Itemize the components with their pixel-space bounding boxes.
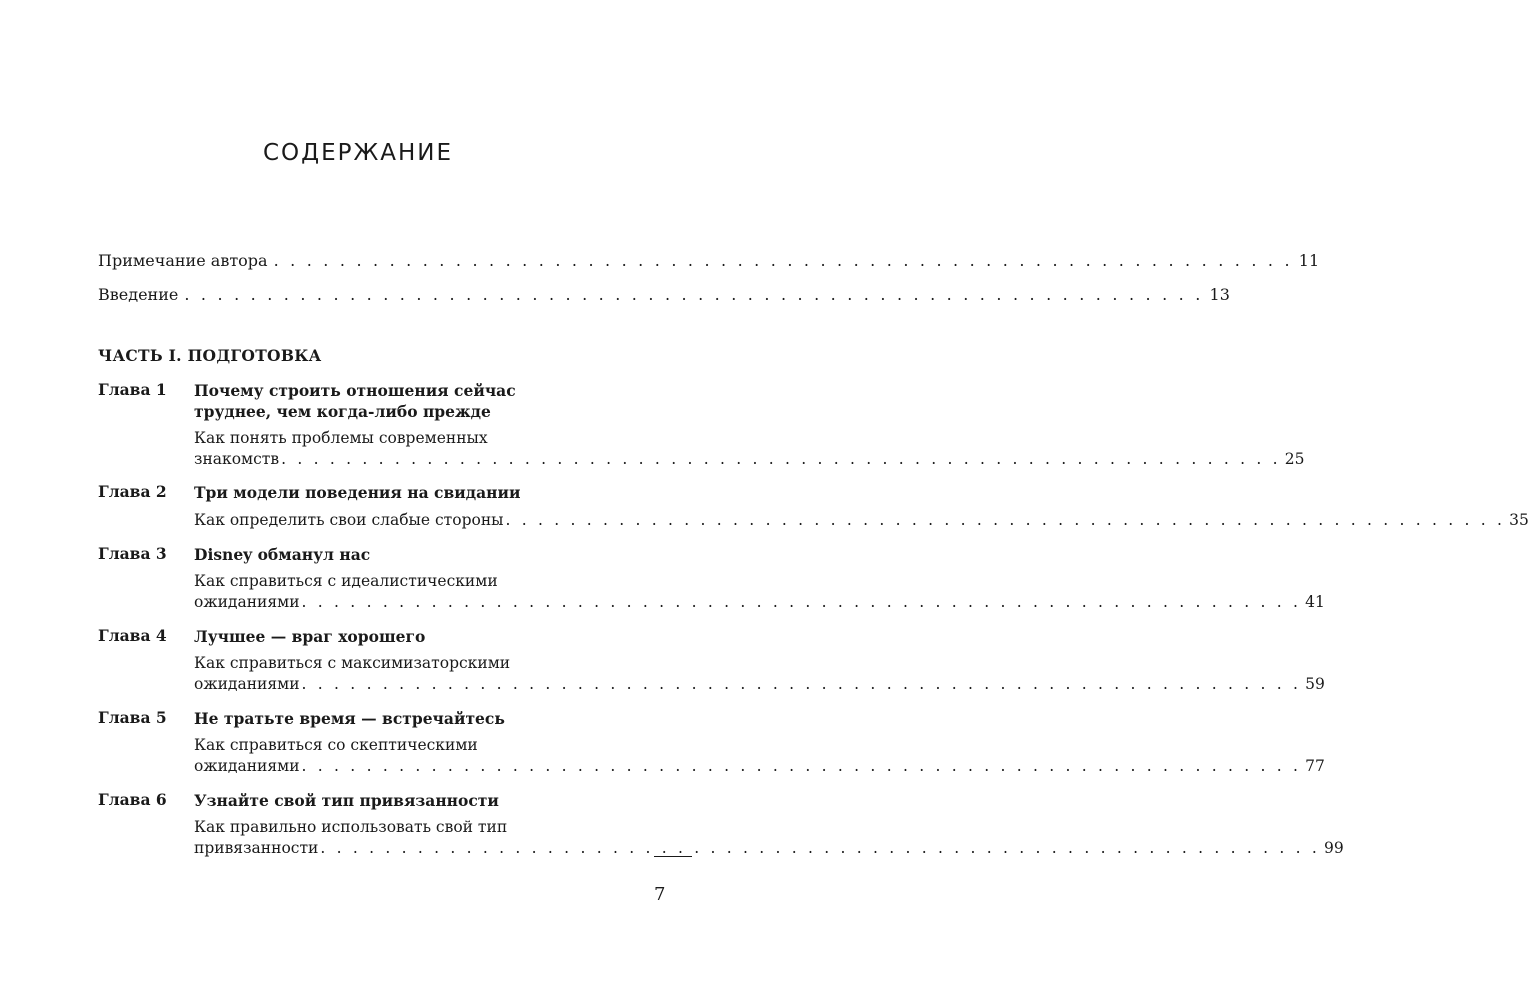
- leader-dots: . . . . . . . . . . . . . . . . . . . . . . . . . . . . . . . . . . . . . . . . . . . . . . . . . . . . . . . . . . . . . .: [301, 675, 1302, 693]
- chapter-page: 59: [1305, 675, 1325, 693]
- toc-entry-introduction: [98, 285, 1230, 304]
- leader-dots: . . . . . . . . . . . . . . . . . . . . . . . . . . . . . . . . . . . . . . . . . . . . . . . . . . . . . . . . . . . . . .: [301, 593, 1302, 611]
- chapter-label: Глава 1: [98, 380, 167, 399]
- chapter-title-line: Узнайте свой тип привязанности: [194, 791, 499, 810]
- page-number: 7: [654, 884, 666, 905]
- toc-entry-author-note: [98, 251, 1320, 270]
- chapter-subtitle: [194, 817, 1344, 859]
- subtitle-line: Как справиться с идеалистическими: [194, 572, 498, 590]
- leader-dots: . . . . . . . . . . . . . . . . . . . . . . . . . . . . . . . . . . . . . . . . . . . . . . . . . . . . . . . . . . . . . .: [273, 251, 1293, 270]
- chapter-label: Глава 6: [98, 790, 167, 809]
- part-heading: ЧАСТЬ I. ПОДГОТОВКА: [98, 346, 322, 365]
- subtitle-line: Как справиться с максимизаторскими: [194, 654, 511, 672]
- chapter-subtitle: [194, 735, 1325, 777]
- chapter-title-line: Не тратьте время — встречайтесь: [194, 709, 505, 728]
- chapter-title-line: Лучшее — враг хорошего: [194, 627, 426, 646]
- chapter-title-line: труднее, чем когда-либо прежде: [194, 402, 491, 421]
- chapter-page: 77: [1305, 757, 1325, 775]
- chapter-title: [194, 626, 618, 647]
- entry-page: 13: [1209, 285, 1230, 304]
- chapter-page: 99: [1324, 839, 1344, 857]
- folio-rule: [654, 856, 692, 857]
- leader-dots: . . . . . . . . . . . . . . . . . . . . . . . . . . . . . . . . . . . . . . . . . . . . . . . . . . . . . . . . . . . . . .: [320, 839, 1320, 857]
- chapter-title: [194, 482, 618, 503]
- subtitle-line: привязанности: [194, 839, 319, 857]
- chapter-title: [194, 790, 618, 811]
- chapter-title: [194, 380, 618, 422]
- chapter-label: Глава 4: [98, 626, 167, 645]
- chapter-title-line: Три модели поведения на свидании: [194, 483, 521, 502]
- subtitle-line: ожиданиями: [194, 593, 300, 611]
- leader-dots: . . . . . . . . . . . . . . . . . . . . . . . . . . . . . . . . . . . . . . . . . . . . . . . . . . . . . . . . . . . . . .: [505, 511, 1506, 529]
- chapter-page: 41: [1305, 593, 1325, 611]
- chapter-label: Глава 2: [98, 482, 167, 501]
- leader-dots: . . . . . . . . . . . . . . . . . . . . . . . . . . . . . . . . . . . . . . . . . . . . . . . . . . . . . . . . . . . . . .: [281, 450, 1281, 468]
- chapter-title: [194, 708, 618, 729]
- subtitle-line: Как правильно использовать свой тип: [194, 818, 508, 836]
- subtitle-line: знакомств: [194, 450, 280, 468]
- chapter-title-line: Disney обманул нас: [194, 545, 371, 564]
- chapter-title-line: Почему строить отношения сейчас: [194, 381, 516, 400]
- entry-label: Введение: [98, 285, 179, 304]
- subtitle-line: ожиданиями: [194, 675, 300, 693]
- subtitle-line: ожиданиями: [194, 757, 300, 775]
- leader-dots: . . . . . . . . . . . . . . . . . . . . . . . . . . . . . . . . . . . . . . . . . . . . . . . . . . . . . . . . . . . . . .: [301, 757, 1302, 775]
- chapter-subtitle: [194, 428, 1305, 470]
- entry-label: Примечание автора: [98, 251, 268, 270]
- chapter-title: [194, 544, 618, 565]
- entry-page: 11: [1298, 251, 1320, 270]
- subtitle-line: Как справиться со скептическими: [194, 736, 478, 754]
- subtitle-line: Как понять проблемы современных: [194, 429, 488, 447]
- chapter-subtitle: [194, 510, 1529, 531]
- subtitle-line: Как определить свои слабые стороны: [194, 511, 504, 529]
- chapter-page: 25: [1284, 450, 1305, 468]
- leader-dots: . . . . . . . . . . . . . . . . . . . . . . . . . . . . . . . . . . . . . . . . . . . . . . . . . . . . . . . . . . . . . .: [184, 285, 1204, 304]
- chapter-label: Глава 5: [98, 708, 167, 727]
- chapter-page: 35: [1509, 511, 1529, 529]
- chapter-label: Глава 3: [98, 544, 167, 563]
- chapter-subtitle: [194, 653, 1325, 695]
- page-title: СОДЕРЖАНИЕ: [262, 140, 454, 166]
- chapter-subtitle: [194, 571, 1325, 613]
